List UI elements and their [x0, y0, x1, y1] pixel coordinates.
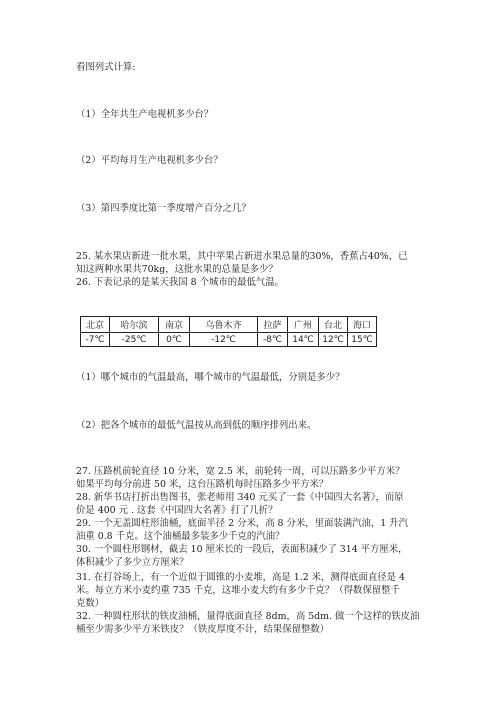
problem-line: 如果平均每分前进 50 米，这台压路机每时压路多少平方米？	[76, 479, 329, 490]
problem-line: 克数）	[76, 598, 105, 609]
temp-cell: 15℃	[348, 333, 377, 347]
question-3: （3）第四季度比第一季度增产百分之几？	[76, 203, 251, 214]
temp-cell: 0℃	[159, 333, 190, 347]
problem-line: 29. 一个无盖圆柱形油桶，底面半径 2 分米，高 8 分米，里面装满汽油，1 升汽	[76, 518, 408, 529]
city-cell: 广州	[288, 317, 319, 333]
temp-cell: 14℃	[288, 333, 319, 347]
temperature-table	[80, 316, 377, 347]
temp-cell: -25℃	[110, 333, 159, 347]
problem-line: 油重 0.8 千克。这个油桶最多装多少千克的汽油？	[76, 531, 285, 542]
intro-text: 看图列式计算:	[76, 62, 136, 73]
temp-cell: -12℃	[190, 333, 258, 347]
question-2: （2）平均每月生产电视机多少台？	[76, 155, 223, 166]
problem-line: 桶至少需多少平方米铁皮？（铁皮厚度不计，结果保留整数）	[76, 624, 330, 635]
problem-line: 体积减少了多少立方厘米？	[76, 557, 189, 568]
city-cell: 北京	[81, 317, 110, 333]
problem-25-line-2: 知这两种水果共70kg，这批水果的总量是多少？	[76, 264, 278, 275]
temperature-row	[81, 333, 377, 347]
problem-26: 26. 下表记录的是某天我国 8 个城市的最低气温。	[76, 277, 284, 288]
problem-line: 米。每立方米小麦约重 735 千克，这堆小麦大约有多少千克？（得数保留整千	[76, 585, 400, 596]
temp-cell: -7℃	[81, 333, 110, 347]
temp-cell: 12℃	[319, 333, 348, 347]
problem-line: 28. 新华书店打折出售图书，张老师用 340 元买了一套《中国四大名著》，而原	[76, 492, 404, 503]
problem-line: 价是 400 元 . 这套《中国四大名著》打了几折？	[76, 505, 278, 516]
question-b2: （2）把各个城市的最低气温按从高到低的顺序排列出来。	[76, 420, 317, 431]
problem-line: 31. 在打谷场上，有一个近似于圆锥的小麦堆，高是 1.2 米，测得底面直径是 4	[76, 572, 405, 583]
city-cell: 拉萨	[258, 317, 288, 333]
city-cell: 台北	[319, 317, 348, 333]
city-row	[81, 317, 377, 333]
problem-line: 30. 一个圆柱形钢材，截去 10 厘米长的一段后，表面积减少了 314 平方厘米，	[76, 544, 408, 555]
city-cell: 海口	[348, 317, 377, 333]
question-1: （1）全年共生产电视机多少台？	[76, 109, 214, 120]
question-b1: （1）哪个城市的气温最高，哪个城市的气温最低，分别是多少？	[76, 372, 345, 383]
problem-25-line-1: 25. 某水果店新进一批水果，其中苹果占新进水果总量的30%，香蕉占40%，已	[76, 251, 408, 262]
city-cell: 乌鲁木齐	[190, 317, 258, 333]
problem-line: 27. 压路机前轮直径 10 分米，宽 2.5 米，前轮转一周，可以压路多少平方米？	[76, 466, 405, 477]
problem-line: 32. 一种圆柱形状的铁皮油桶，量得底面直径 8dm，高 5dm. 做一个这样的铁皮油	[76, 611, 420, 622]
city-cell: 哈尔滨	[110, 317, 159, 333]
city-cell: 南京	[159, 317, 190, 333]
temp-cell: -8℃	[258, 333, 288, 347]
